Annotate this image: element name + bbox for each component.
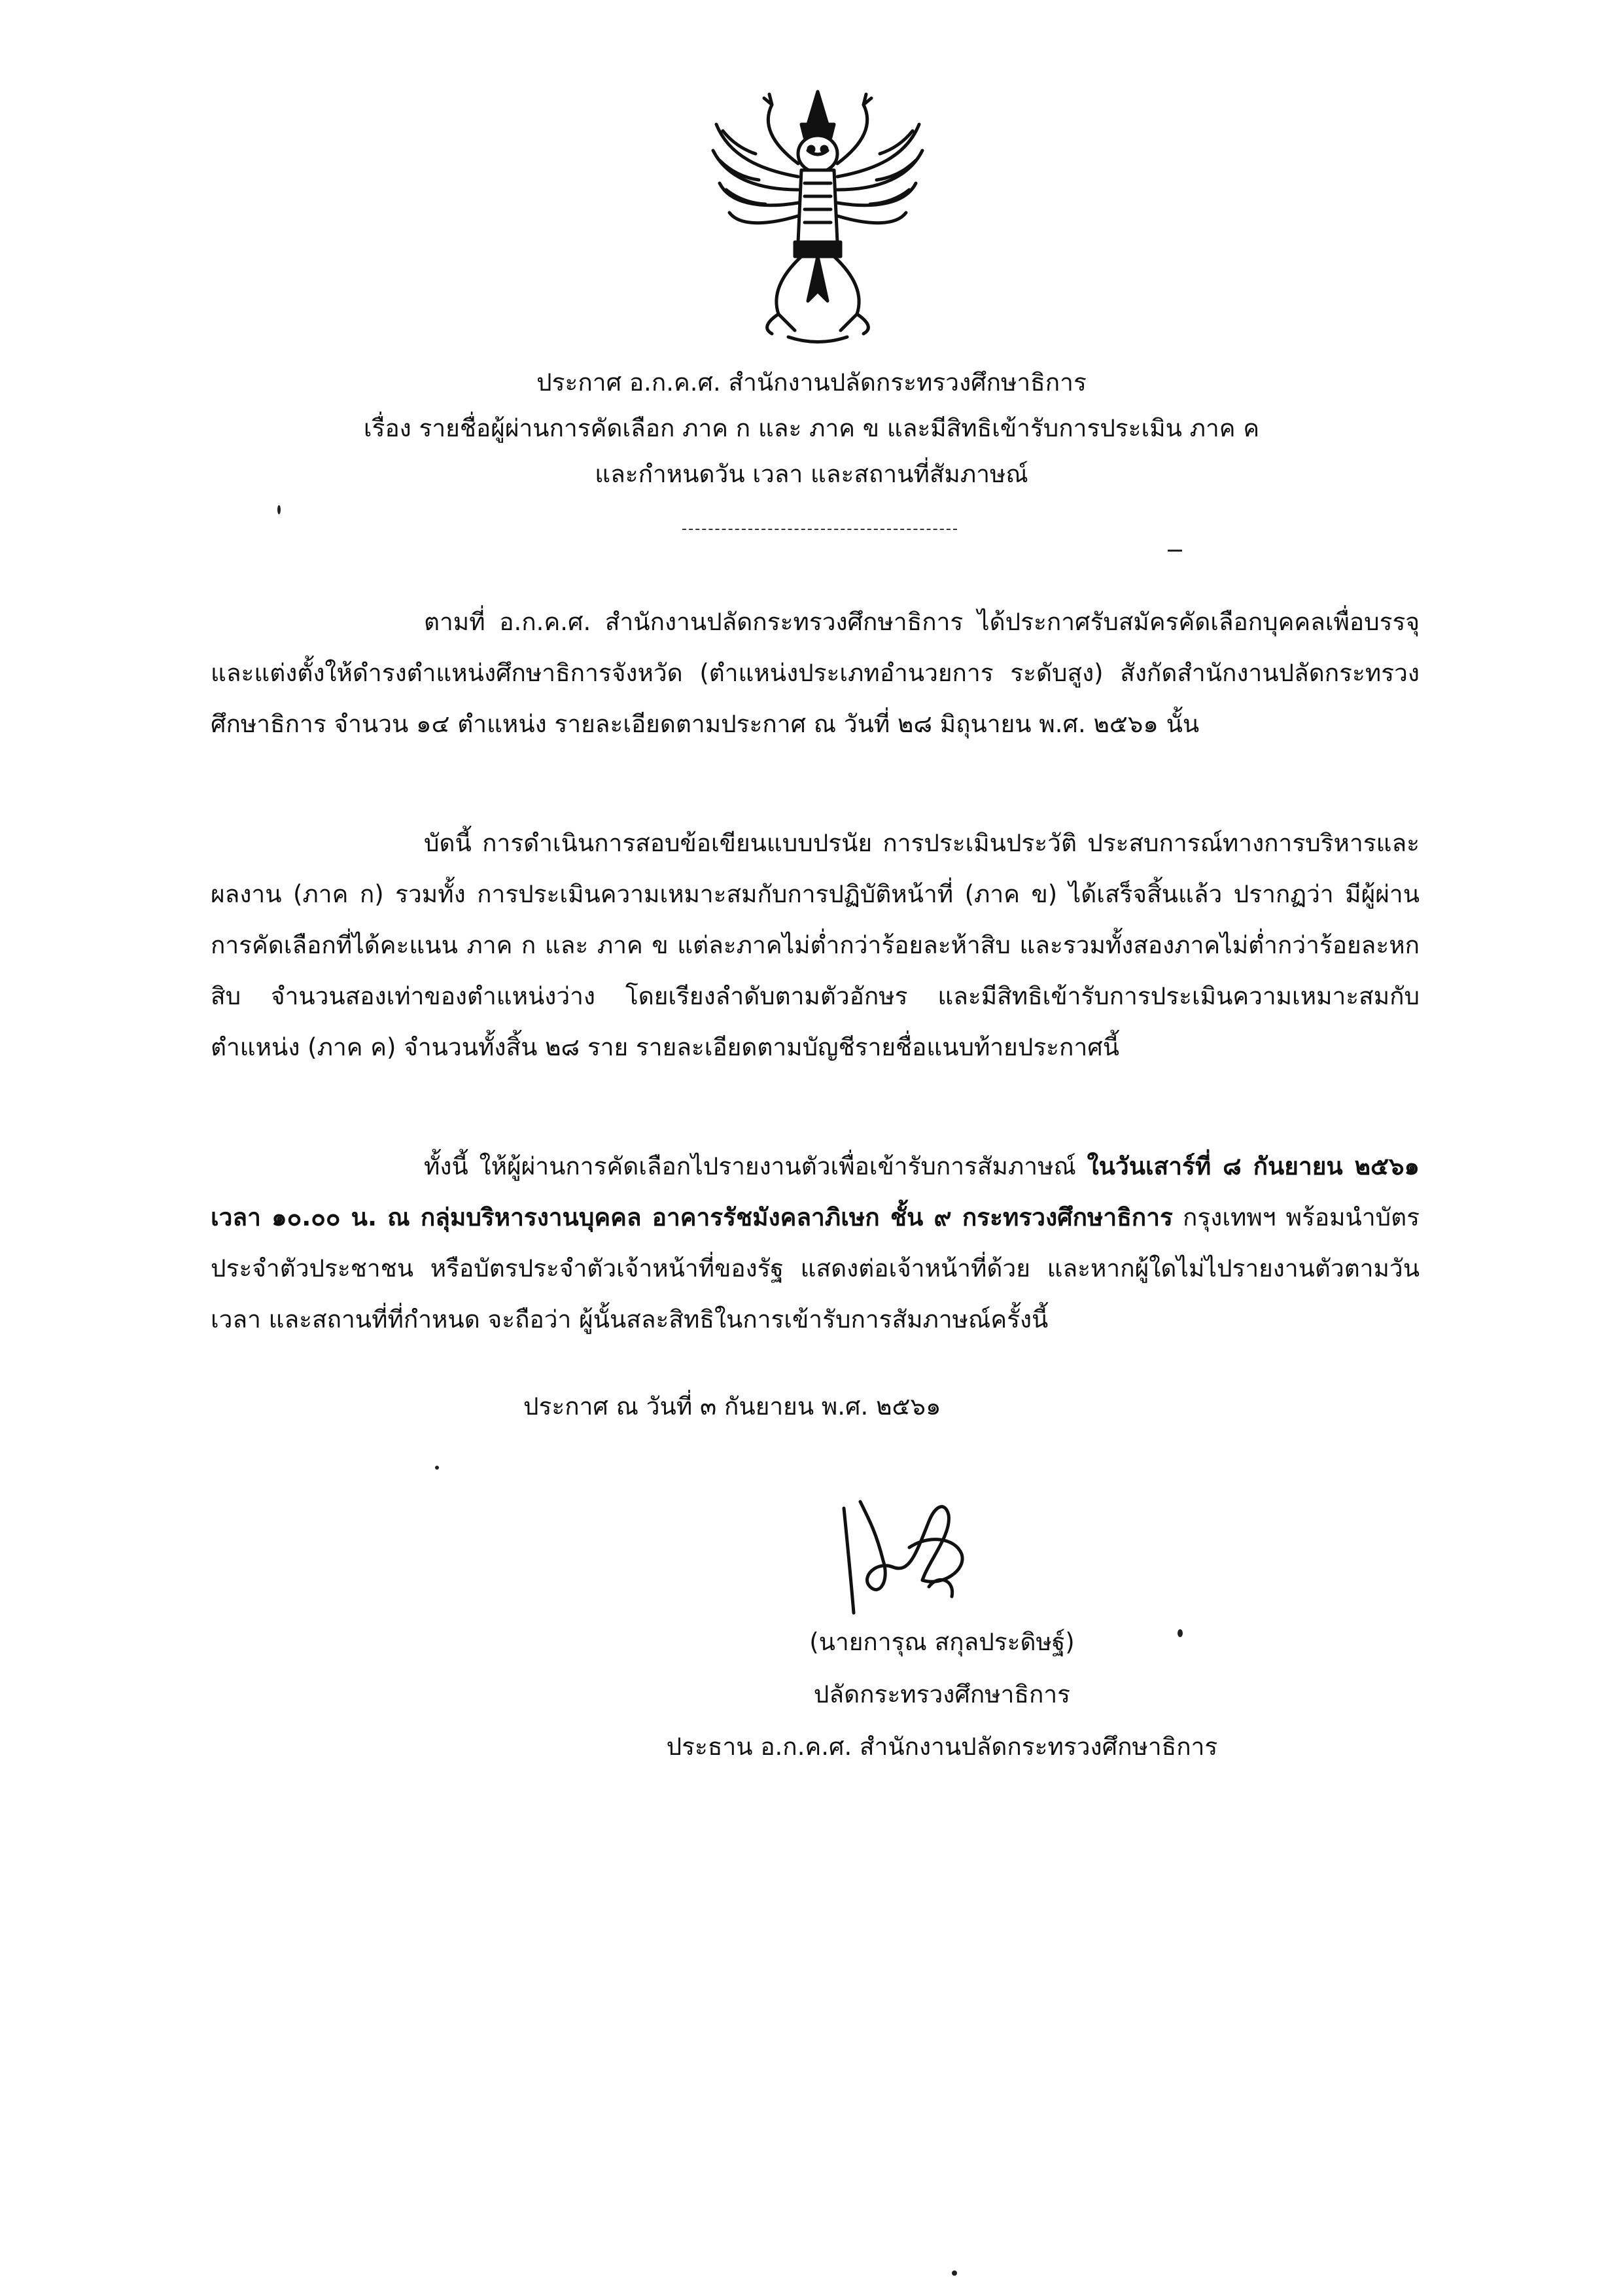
interview-requirements: กรุงเทพฯ พร้อมนำบัตรประจำตัวประชาชน หรือบัตรประจำตัวเจ้าหน้าที่ของรัฐ แสดงต่อเจ้าหน้าที่ด้วย และหากผู้ใดไม่ไปรายงานตัวตามวัน เวลา และสถานที่ที่กำหนด จะถือว่า ผู้นั้นสละสิทธิในการเข้ารับการสัมภาษณ์ครั้งนี้ [211,1203,1420,1333]
scan-speck [1168,550,1182,552]
interview-intro: ทั้งนี้ ให้ผู้ผ่านการคัดเลือกไปรายงานตัวเพื่อเข้ารับการสัมภาษณ์ [424,1152,1087,1180]
garuda-emblem-icon [710,85,926,347]
announcement-title: ประกาศ อ.ก.ค.ศ. สำนักงานปลัดกระทรวงศึกษาธิการ [536,368,1087,397]
scan-speck [952,2270,957,2276]
paragraph-background: ตามที่ อ.ก.ค.ศ. สำนักงานปลัดกระทรวงศึกษาธิการ ได้ประกาศรับสมัครคัดเลือกบุคคลเพื่อบรรจุและแต่งตั้งให้ดำรงตำแหน่งศึกษาธิการจังหวัด (ตำแหน่งประเภทอำนวยการ ระดับสูง) สังกัดสำนักงานปลัดกระทรวงศึกษาธิการ จำนวน ๑๔ ตำแหน่ง รายละเอียดตามประกาศ ณ วันที่ ๒๘ มิถุนายน พ.ศ. ๒๕๖๑ นั้น [211,608,1420,738]
paragraph-interview-instructions [211,1141,1420,1345]
scan-speck [435,1466,439,1470]
signatory-role: ประธาน อ.ก.ค.ศ. สำนักงานปลัดกระทรวงศึกษาธิการ [666,1733,1218,1761]
signatory-name: (นายการุณ สกุลประดิษฐ์) [809,1628,1075,1656]
announcement-subject: เรื่อง รายชื่อผู้ผ่านการคัดเลือก ภาค ก และ ภาค ข และมีสิทธิเข้ารับการประเมิน ภาค ค [363,414,1260,442]
title-divider [682,529,957,530]
scan-speck [277,505,281,514]
interview-date-and-venue: ในวันเสาร์ที่ ๘ กันยายน ๒๕๖๑ เวลา ๑๐.๐๐ น. ณ กลุ่มบริหารงานบุคคล อาคารรัชมังคลาภิเษก ชั้น ๙ กระทรวงศึกษาธิการ [211,1152,1420,1231]
handwritten-signature [831,1482,981,1619]
signatory-position: ปลัดกระทรวงศึกษาธิการ [813,1680,1071,1708]
announcement-subject-continued: และกำหนดวัน เวลา และสถานที่สัมภาษณ์ [595,460,1028,488]
announcement-date: ประกาศ ณ วันที่ ๓ กันยายน พ.ศ. ๒๕๖๑ [523,1392,941,1421]
paragraph-results: บัดนี้ การดำเนินการสอบข้อเขียนแบบปรนัย การประเมินประวัติ ประสบการณ์ทางการบริหารและผลงาน (ภาค ก) รวมทั้ง การประเมินความเหมาะสมกับการปฏิบัติหน้าที่ (ภาค ข) ได้เสร็จสิ้นแล้ว ปรากฏว่า มีผู้ผ่านการคัดเลือกที่ได้คะแนน ภาค ก และ ภาค ข แต่ละภาคไม่ต่ำกว่าร้อยละห้าสิบ และรวมทั้งสองภาคไม่ต่ำกว่าร้อยละหกสิบ จำนวนสองเท่าของตำแหน่งว่าง โดยเรียงลำดับตามตัวอักษร และมีสิทธิเข้ารับการประเมินความเหมาะสมกับตำแหน่ง (ภาค ค) จำนวนทั้งสิ้น ๒๘ ราย รายละเอียดตามบัญชีรายชื่อแนบท้ายประกาศนี้ [211,829,1420,1061]
